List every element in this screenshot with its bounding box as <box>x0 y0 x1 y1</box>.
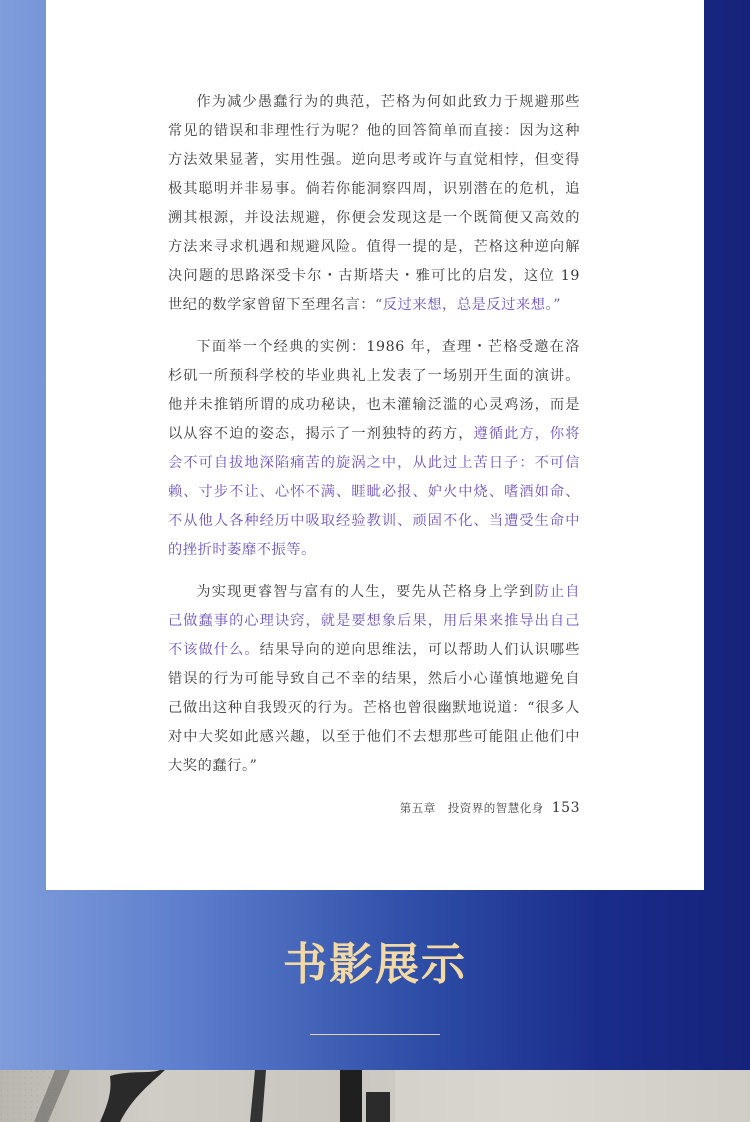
paragraph-1 <box>168 88 580 320</box>
paragraph-3 <box>168 578 580 781</box>
book-photo-graphic <box>0 1070 750 1122</box>
paragraph-3-text-end: 结果导向的逆向思维法，可以帮助人们认识哪些错误的行为可能导致自己不幸的结果，然后小心谨慎地避免自己做出这种自我毁灭的行为。芒格也曾很幽默地说道：“很多人对中大奖如此感兴趣，以至于他们不去想那些可能阻止他们中大奖的蠢行。” <box>168 642 580 774</box>
section-title: 书影展示 <box>283 939 467 990</box>
book-photo-strip <box>0 1070 750 1122</box>
title-divider <box>310 1034 440 1035</box>
paragraph-2-highlight: 遵循此方，你将会不可自拔地深陷痛苦的旋涡之中，从此过上苦日子：不可信赖、寸步不让、心怀不满、睚眦必报、妒火中烧、嗜酒如命、不从他人各种经历中吸取经验教训、顽固不化、当遭受生命中的挫折时萎靡不振等。 <box>168 426 580 558</box>
paragraph-1-highlight: “反过来想，总是反过来想。” <box>375 297 562 313</box>
paragraph-2 <box>168 333 580 565</box>
page-number: 153 <box>551 800 580 816</box>
paragraph-1-text: 作为减少愚蠢行为的典范，芒格为何如此致力于规避那些常见的错误和非理性行为呢？他的回答简单而直接：因为这种方法效果显著，实用性强。逆向思考或许与直觉相悖，但变得极其聪明并非易事。倘若你能洞察四周，识别潜在的危机，追溯其根源，并设法规避，你便会发现这是一个既简便又高效的方法来寻求机遇和规避风险。值得一提的是，芒格这种逆向解决问题的思路深受卡尔・古斯塔夫・雅可比的启发，这位 19 世纪的数学家曾留下至理名言： <box>168 94 580 313</box>
paragraph-3-highlight: 防止自己做蠢事的心理诀窍，就是要想象后果，用后果来推导出自己不该做什么。 <box>168 584 580 658</box>
paragraph-3-text: 为实现更睿智与富有的人生，要先从芒格身上学到 <box>196 584 535 600</box>
chapter-title: 第五章 投资界的智慧化身 <box>399 801 544 815</box>
page-footer <box>400 800 580 816</box>
paragraph-2-text: 下面举一个经典的实例：1986 年，查理・芒格受邀在洛杉矶一所预科学校的毕业典礼上发表了一场别开生面的演讲。他并未推销所谓的成功秘诀，也未灌输泛滥的心灵鸡汤，而是以从容不迫的姿态，揭示了一剂独特的药方， <box>168 339 580 442</box>
book-page <box>46 0 704 890</box>
